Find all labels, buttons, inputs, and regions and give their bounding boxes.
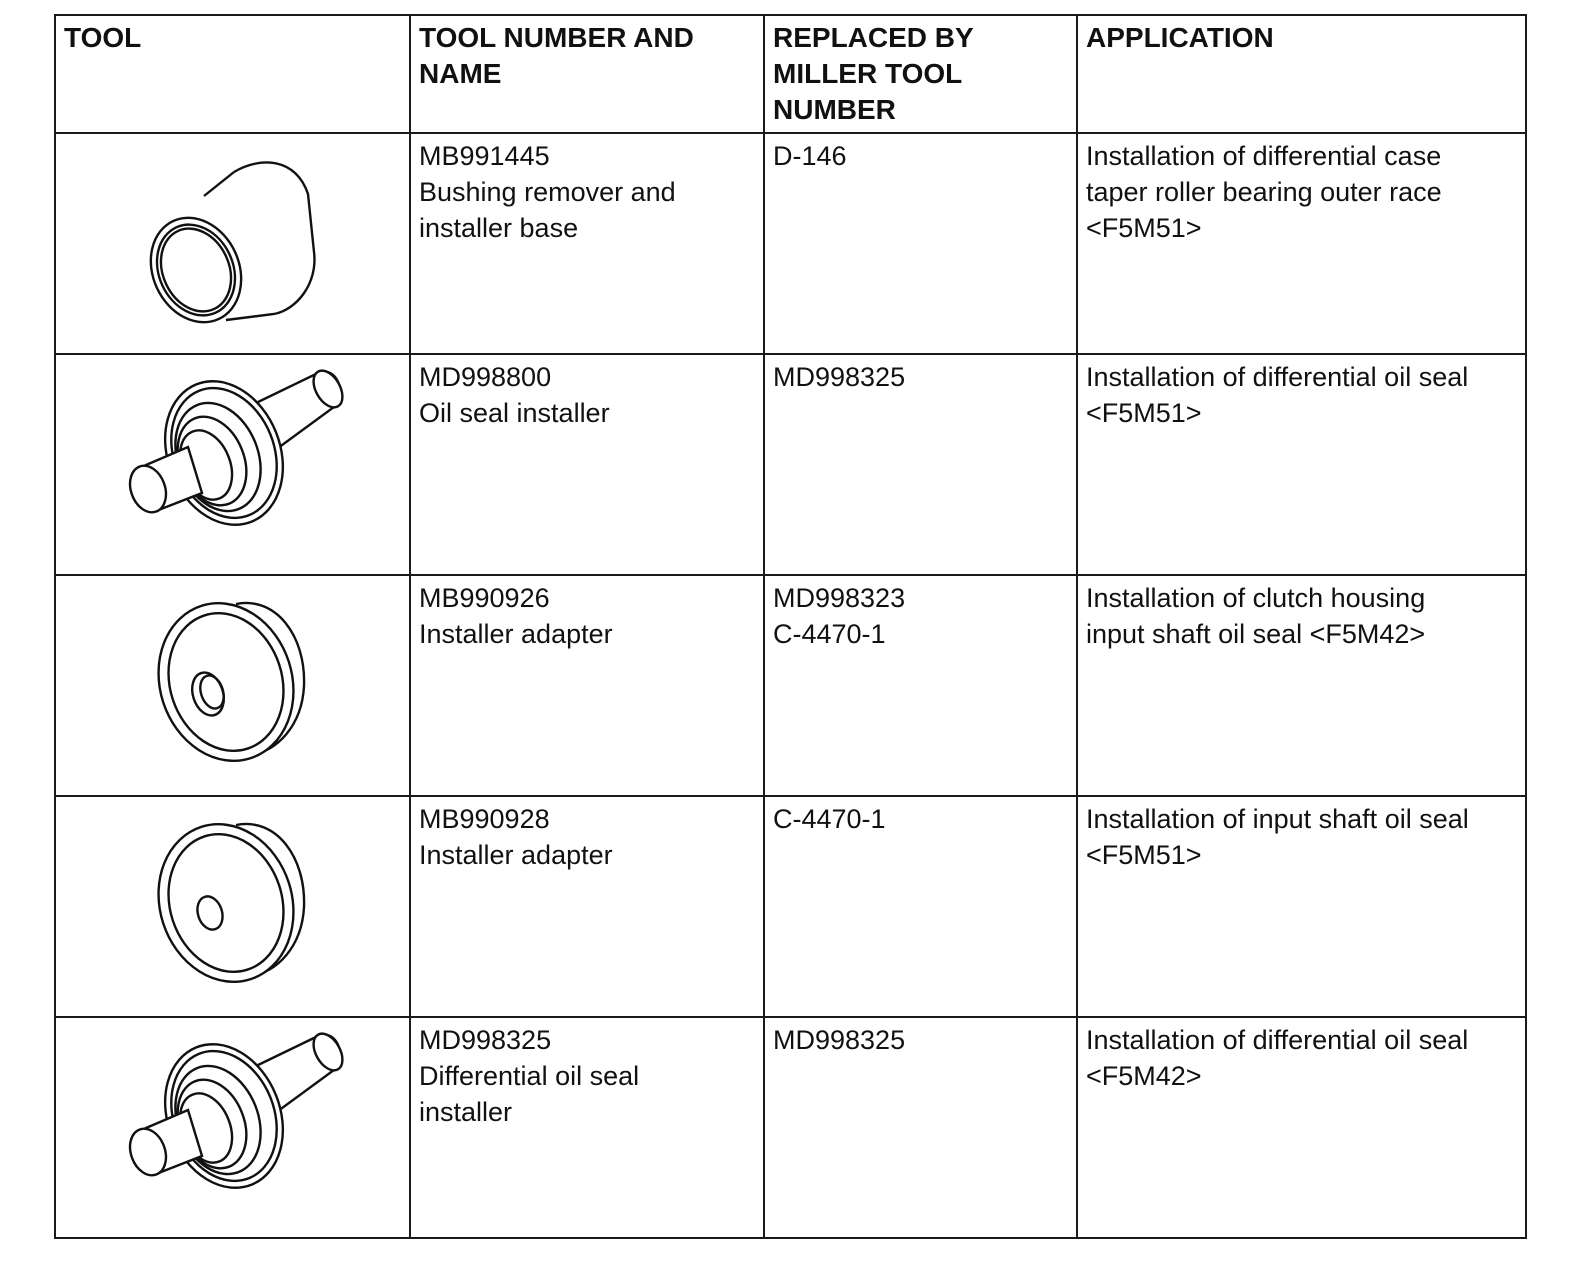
application-line: taper roller bearing outer race [1086,177,1442,207]
tool-image-cell [55,133,410,354]
tool-number: MB990928 [419,804,550,834]
replaced-by-cell [764,354,1077,575]
tool-image-cell [55,354,410,575]
tool-number-name-cell [410,133,764,354]
table-header-row [55,15,1526,133]
tool-number-name-cell [410,796,764,1017]
tool-image-cell [55,575,410,796]
application-cell [1077,575,1526,796]
tool-name-line: Installer adapter [419,619,613,649]
bushing-remover-installer-base-icon [56,134,411,353]
tool-name-line: Bushing remover and [419,177,676,207]
replacement-number: MD998325 [773,1025,906,1055]
header-tool: TOOL [55,15,410,133]
differential-oil-seal-installer-icon [56,1018,411,1237]
header-tool-number-and-name: TOOL NUMBER AND NAME [410,15,764,133]
tool-name-line: installer [419,1097,513,1127]
tool-number-name-cell [410,575,764,796]
special-tools-table [54,14,1527,1239]
table-row [55,796,1526,1017]
replaced-by-cell [764,575,1077,796]
replacement-number: D-146 [773,141,847,171]
replaced-by-cell [764,796,1077,1017]
application-line: Installation of differential oil seal [1086,362,1469,392]
replacement-number: C-4470-1 [773,804,886,834]
table-row [55,575,1526,796]
application-cell [1077,354,1526,575]
replacement-number: MD998325 [773,362,906,392]
tool-image-cell [55,796,410,1017]
application-line: <F5M51> [1086,840,1202,870]
application-line: input shaft oil seal <F5M42> [1086,619,1426,649]
tool-number: MB991445 [419,141,550,171]
tool-name-line: Differential oil seal [419,1061,640,1091]
replaced-by-cell [764,1017,1077,1238]
header-application: APPLICATION [1077,15,1526,133]
installer-adapter-icon [56,576,411,795]
tool-number: MB990926 [419,583,550,613]
tool-name-line: Oil seal installer [419,398,610,428]
application-cell [1077,796,1526,1017]
application-line: Installation of input shaft oil seal [1086,804,1469,834]
installer-adapter-small-bore-icon [56,797,411,1016]
tool-number-name-cell [410,354,764,575]
replacement-number: C-4470-1 [773,619,886,649]
application-line: <F5M51> [1086,398,1202,428]
application-line: Installation of differential case [1086,141,1442,171]
table-row [55,133,1526,354]
table-row [55,354,1526,575]
tool-image-cell [55,1017,410,1238]
tool-number-name-cell [410,1017,764,1238]
replacement-number: MD998323 [773,583,906,613]
tool-number: MD998325 [419,1025,552,1055]
application-line: <F5M42> [1086,1061,1202,1091]
oil-seal-installer-icon [56,355,411,574]
table-row [55,1017,1526,1238]
application-line: <F5M51> [1086,213,1202,243]
application-line: Installation of clutch housing [1086,583,1426,613]
application-cell [1077,1017,1526,1238]
tool-number: MD998800 [419,362,552,392]
application-cell [1077,133,1526,354]
application-line: Installation of differential oil seal [1086,1025,1469,1055]
header-replaced-by: REPLACED BY MILLER TOOL NUMBER [764,15,1077,133]
replaced-by-cell [764,133,1077,354]
tool-name-line: installer base [419,213,579,243]
tool-name-line: Installer adapter [419,840,613,870]
